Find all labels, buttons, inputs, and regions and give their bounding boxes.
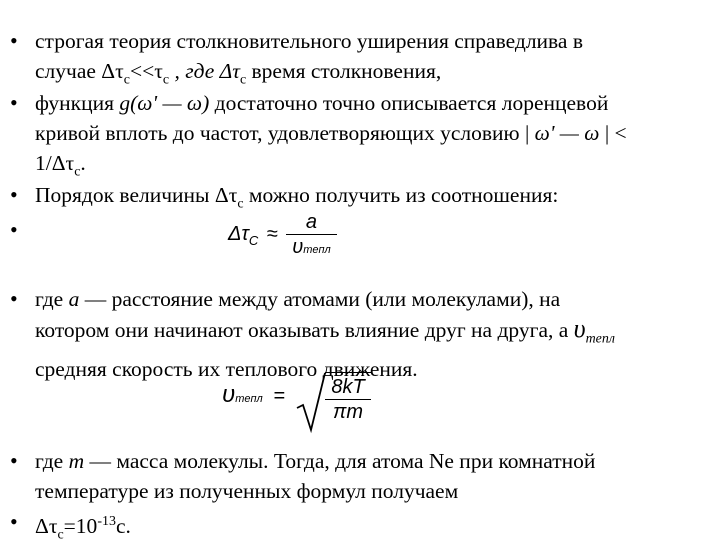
text-line: средняя скорость их теплового движения. [35, 357, 418, 382]
text-line: $1/\Delta\tau_c$. [35, 151, 86, 180]
bullet-marker: • [10, 28, 18, 53]
equals-sign: = [273, 385, 285, 408]
fraction-denominator: πm [325, 399, 370, 424]
text-line: где a — расстояние между атомами (или молекулами), на [35, 287, 561, 311]
bullet-item-6 [35, 446, 705, 506]
text-line: $\Delta\tau_c=10^{-13}c$. [35, 514, 131, 543]
fraction-numerator: 8kT [331, 376, 365, 398]
fraction [286, 210, 337, 262]
approx-sign: ≈ [266, 223, 278, 246]
formula-thermal-velocity [222, 372, 371, 424]
text-line: кривой вплоть до частот, удовлетворяющих условию | ω' — ω | < [35, 121, 627, 145]
formula-lhs: $\Delta\tau_C$ [228, 223, 259, 249]
text-line: температуре из полученных формул получаем [35, 479, 459, 503]
fraction-denominator: υтепл [286, 234, 337, 262]
bullet-item-7 [35, 507, 705, 550]
formula-collision-time [228, 210, 337, 262]
text-line: функция g(ω' — ω) достаточно точно описывается лоренцевой [35, 91, 609, 115]
bullet-item-1 [35, 26, 705, 95]
text-line: где m — масса молекулы. Тогда, для атома Ne при комнатной [35, 449, 596, 473]
bullet-marker: • [10, 448, 18, 473]
bullet-item-2 [35, 88, 705, 187]
square-root [295, 372, 370, 424]
bullet-marker: • [10, 217, 18, 242]
bullet-item-5 [35, 284, 705, 384]
bullet-marker: • [10, 509, 18, 534]
radical-icon [295, 372, 327, 434]
fraction-numerator: a [305, 211, 318, 233]
bullet-marker: • [10, 286, 18, 311]
bullet-item-3 [35, 180, 705, 219]
formula-lhs: υтепл [222, 381, 263, 409]
text-line: случае $\Delta\tau_c<<\tau_c$ , где $\Delta\tau_c$ время столкновения, [35, 59, 442, 88]
bullet-marker: • [10, 90, 18, 115]
text-line: котором они начинают оказывать влияние друг на друга, а $\upsilon_{тепл}$ [35, 314, 615, 347]
bullet-marker: • [10, 182, 18, 207]
text-line: Порядок величины $\Delta\tau_c$ можно получить из соотношения: [35, 183, 559, 212]
fraction [325, 375, 370, 424]
text-line: строгая теория столкновительного уширения справедлива в [35, 29, 583, 53]
